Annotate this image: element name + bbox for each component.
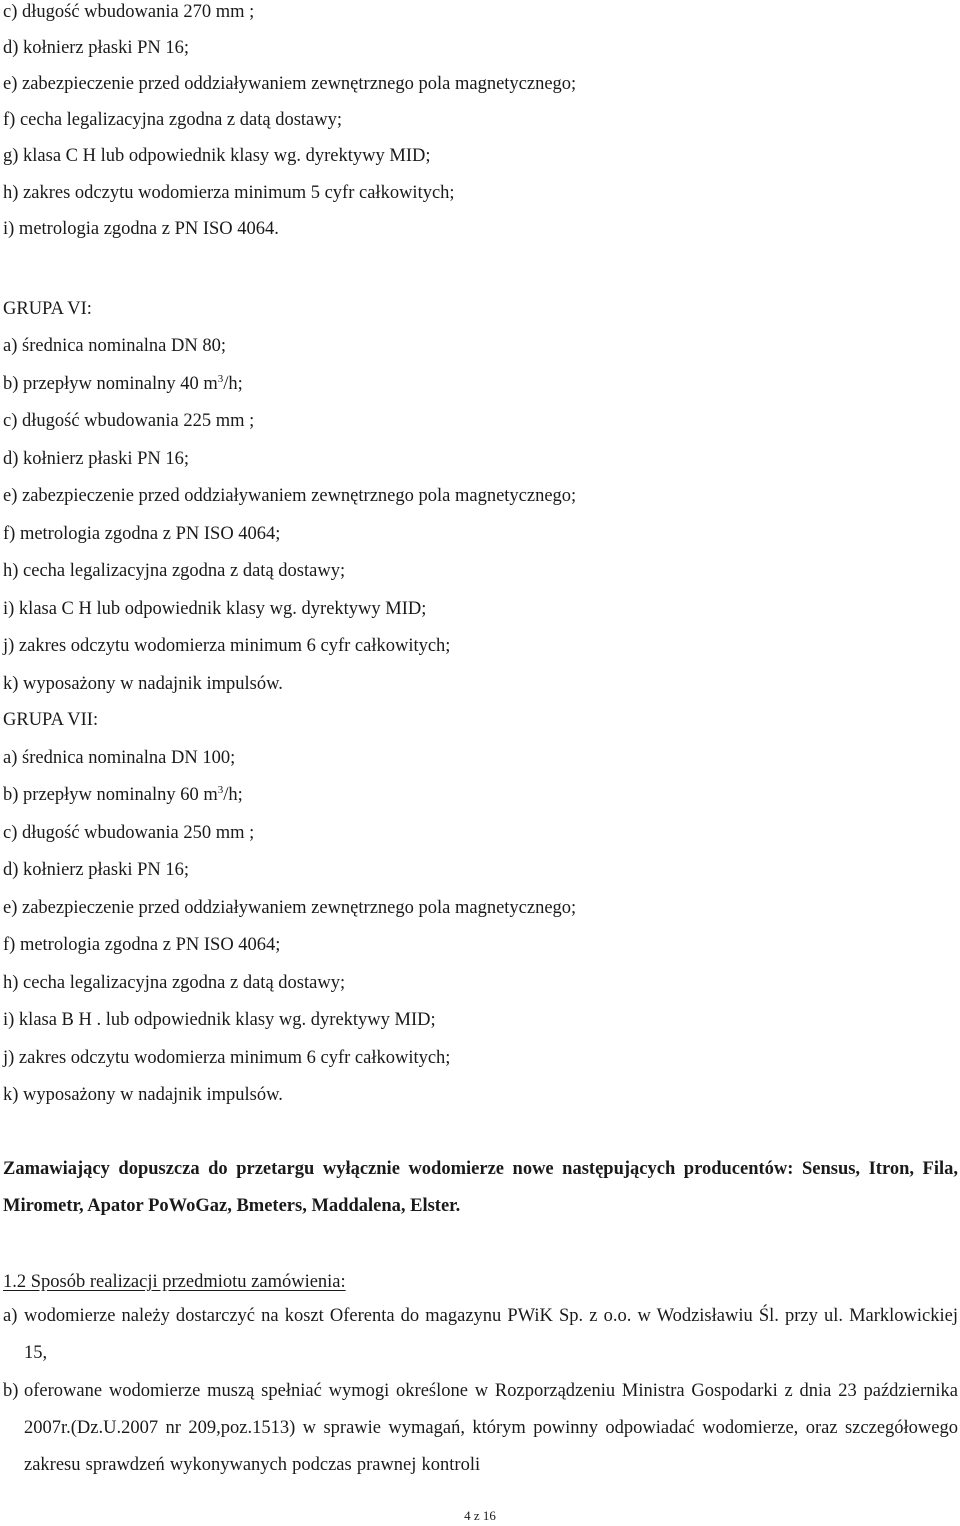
spec-line: h) cecha legalizacyjna zgodna z datą dostawy; (3, 561, 346, 581)
para-label: b) (3, 1381, 19, 1401)
spec-line: c) długość wbudowania 270 mm ; (3, 2, 255, 22)
spec-line: k) wyposażony w nadajnik impulsów. (3, 1085, 283, 1105)
spec-line: j) zakres odczytu wodomierza minimum 6 cyfr całkowitych; (3, 636, 451, 656)
spec-line: a) średnica nominalna DN 80; (3, 336, 226, 356)
spec-line: d) kołnierz płaski PN 16; (3, 38, 190, 58)
spec-line: e) zabezpieczenie przed oddziaływaniem zewnętrznego pola magnetycznego; (3, 898, 577, 918)
spec-line: f) metrologia zgodna z PN ISO 4064; (3, 935, 281, 955)
section-para-a (3, 1298, 958, 1372)
para-label: a) (3, 1306, 18, 1326)
para-text: oferowane wodomierze muszą spełniać wymogi określone w Rozporządzeniu Ministra Gospodarki z dnia 23 października 2007r.(Dz.U.2007 nr 209,poz.1513) w sprawie wymagań, którym powinny odpowiadać wodomierze, oraz szczegółowego zakresu sprawdzeń wykonywanych podczas prawnej kontroli (24, 1381, 958, 1475)
flow-text: b) przepływ nominalny 40 m (3, 374, 218, 394)
spec-line: a) średnica nominalna DN 100; (3, 748, 236, 768)
spec-line-flow (3, 372, 243, 396)
spec-line: e) zabezpieczenie przed oddziaływaniem zewnętrznego pola magnetycznego; (3, 74, 577, 94)
page-total: 16 (482, 1508, 496, 1523)
spec-line: i) klasa B H . lub odpowiednik klasy wg. dyrektywy MID; (3, 1010, 436, 1030)
spec-line: c) długość wbudowania 225 mm ; (3, 411, 255, 431)
spec-line: c) długość wbudowania 250 mm ; (3, 823, 255, 843)
spec-line: f) cecha legalizacyjna zgodna z datą dostawy; (3, 110, 342, 130)
spec-line: g) klasa C H lub odpowiednik klasy wg. dyrektywy MID; (3, 146, 431, 166)
flow-text: b) przepływ nominalny 60 m (3, 785, 218, 805)
flow-superscript: 3 (217, 373, 224, 385)
spec-line: e) zabezpieczenie przed oddziaływaniem zewnętrznego pola magnetycznego; (3, 486, 577, 506)
page-number (0, 1508, 960, 1524)
spec-line: h) zakres odczytu wodomierza minimum 5 cyfr całkowitych; (3, 183, 455, 203)
group-vi-title: GRUPA VI: (3, 299, 92, 319)
group-vii-title: GRUPA VII: (3, 710, 99, 730)
page-separator: z (473, 1508, 480, 1523)
flow-unit: /h; (223, 785, 243, 805)
flow-superscript: 3 (217, 784, 224, 796)
section-para-b (3, 1373, 958, 1484)
spec-line: f) metrologia zgodna z PN ISO 4064; (3, 524, 281, 544)
spec-line-flow (3, 783, 243, 807)
spec-line: d) kołnierz płaski PN 16; (3, 449, 190, 469)
spec-line: k) wyposażony w nadajnik impulsów. (3, 674, 283, 694)
flow-unit: /h; (223, 374, 243, 394)
spec-line: h) cecha legalizacyjna zgodna z datą dostawy; (3, 973, 346, 993)
para-text: wodomierze należy dostarczyć na koszt Oferenta do magazynu PWiK Sp. z o.o. w Wodzisławiu Śl. przy ul. Marklowickiej 15, (24, 1306, 958, 1363)
spec-line: i) klasa C H lub odpowiednik klasy wg. dyrektywy MID; (3, 599, 427, 619)
page-current: 4 (464, 1508, 471, 1523)
spec-line: d) kołnierz płaski PN 16; (3, 860, 190, 880)
spec-line: j) zakres odczytu wodomierza minimum 6 cyfr całkowitych; (3, 1048, 451, 1068)
spec-line: i) metrologia zgodna z PN ISO 4064. (3, 219, 279, 239)
section-title: 1.2 Sposób realizacji przedmiotu zamówienia: (3, 1272, 346, 1292)
producers-note: Zamawiający dopuszcza do przetargu wyłącznie wodomierze nowe następujących producentów: Sensus, Itron, Fila, Mirometr, Apator PoWoGaz, Bmeters, Maddalena, Elster. (3, 1159, 958, 1216)
